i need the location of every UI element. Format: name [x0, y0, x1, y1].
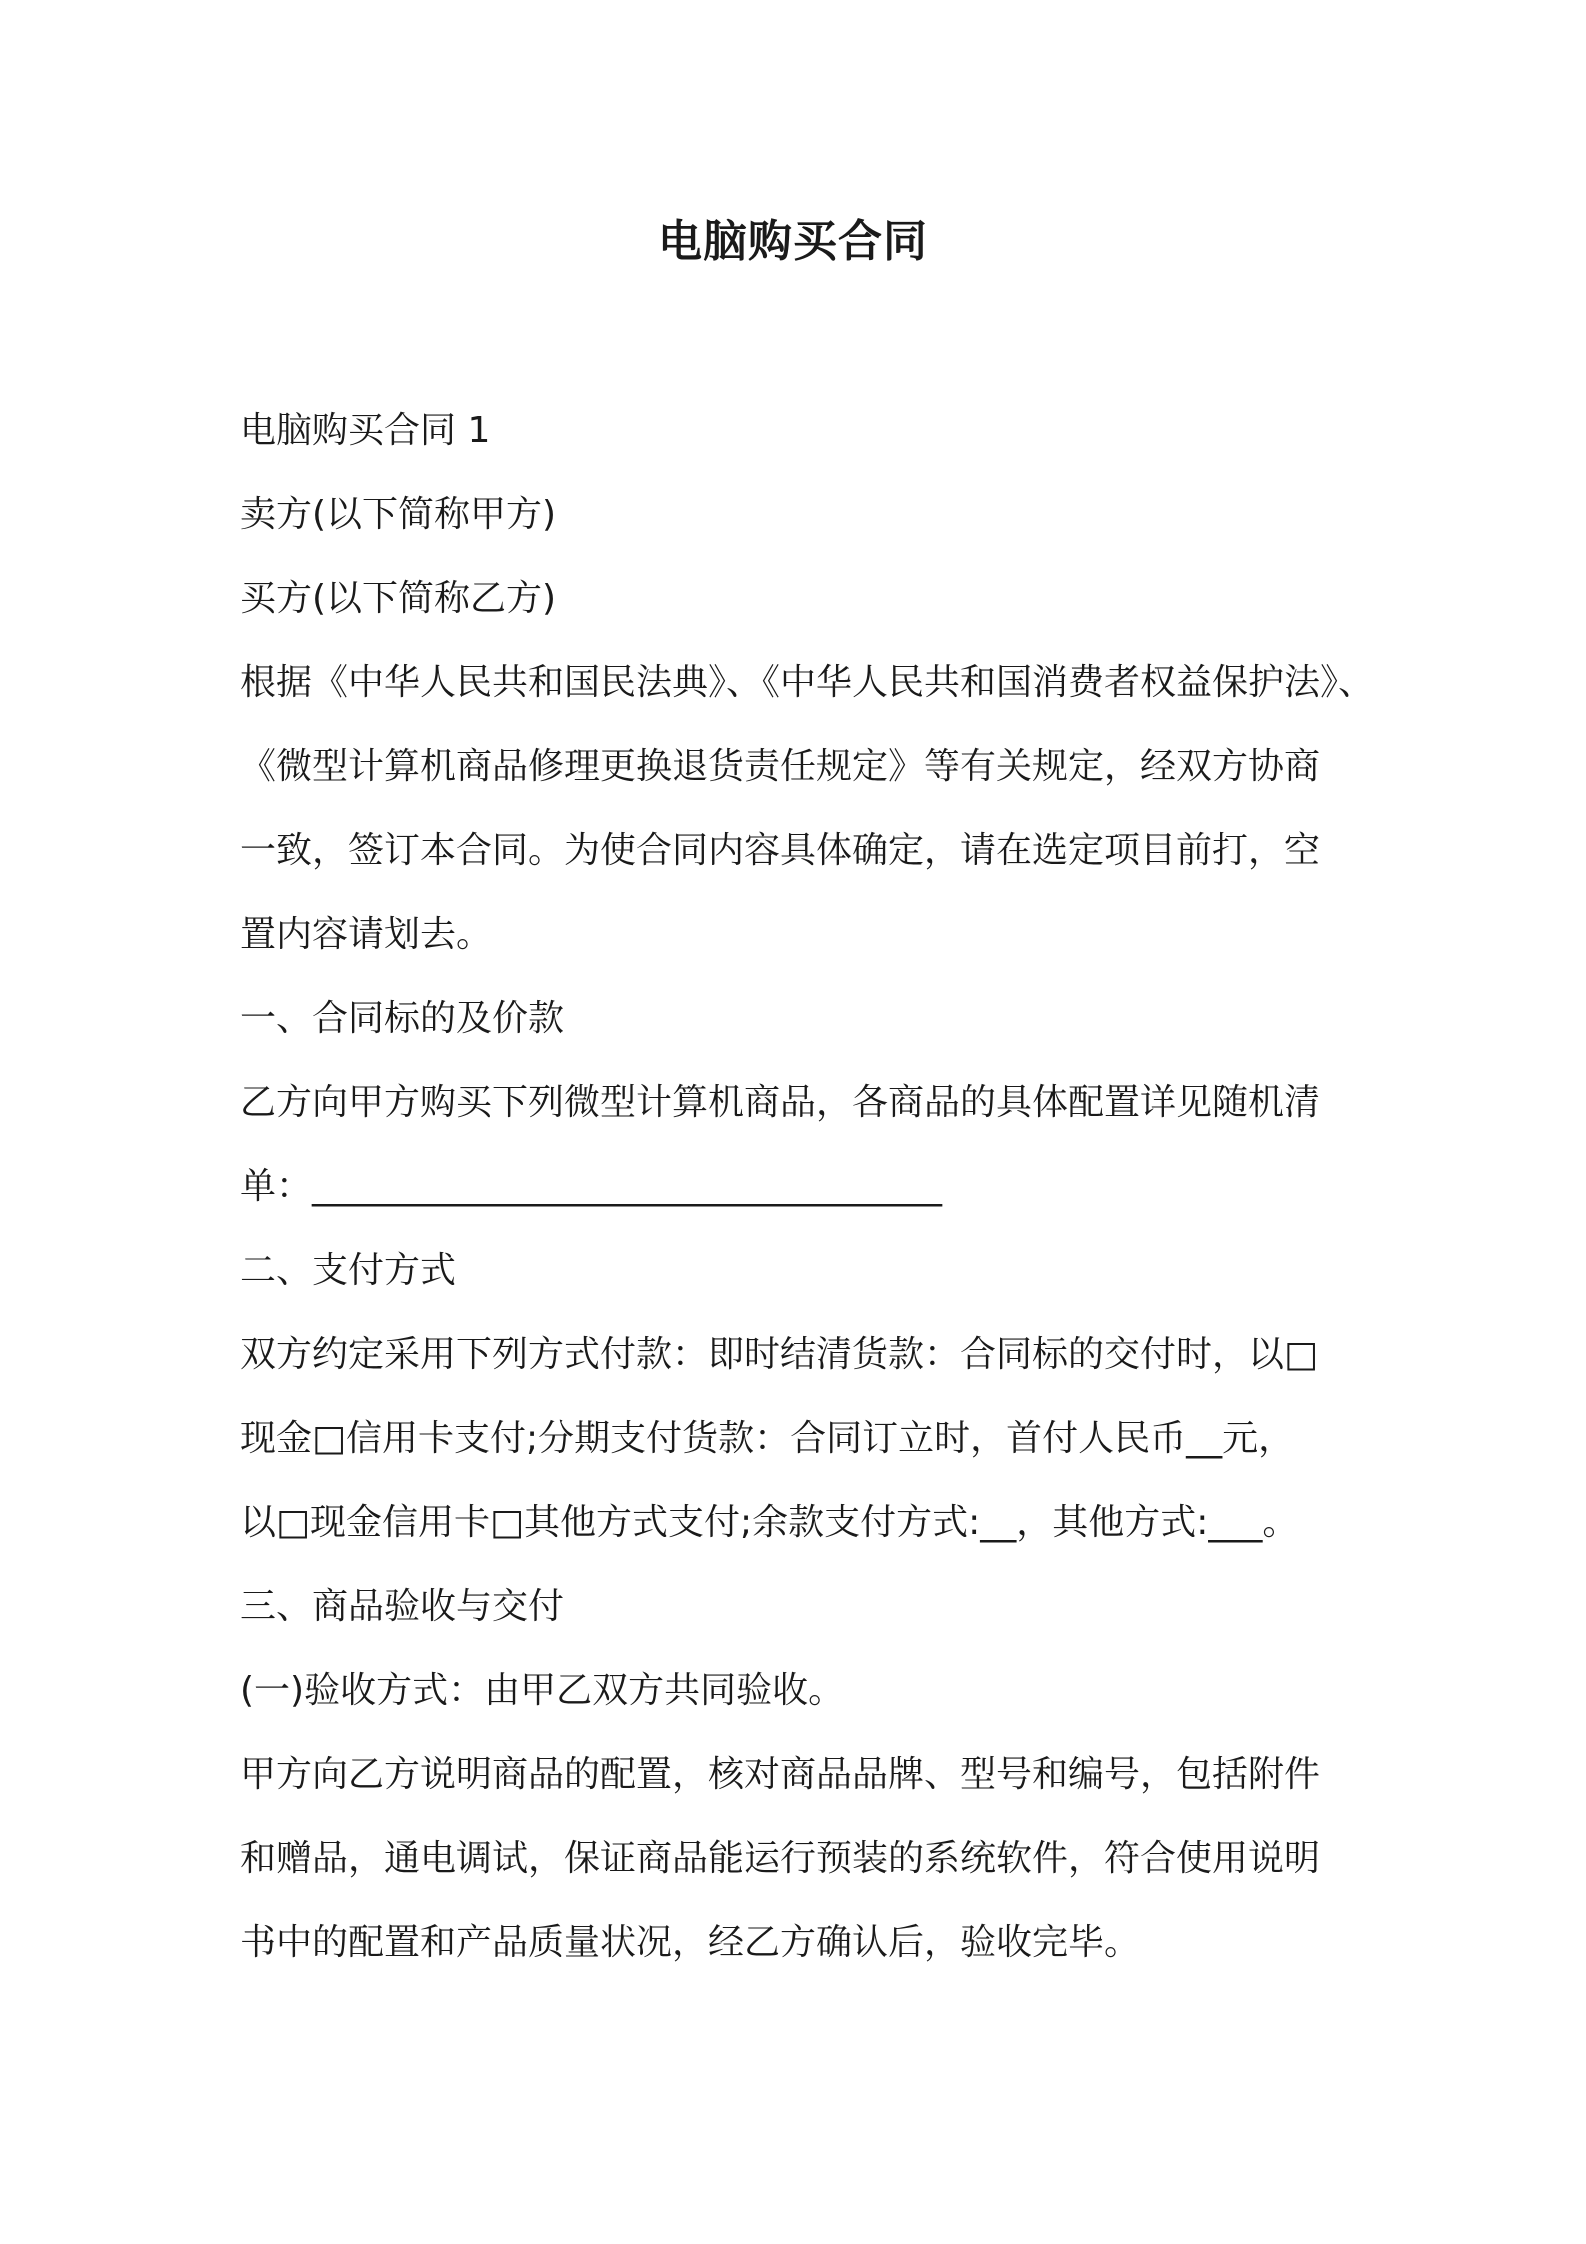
paragraph-buyer	[240, 576, 1360, 622]
paragraph-inspection-method	[240, 1668, 1360, 1714]
text-line: 电脑购买合同 1	[240, 410, 491, 451]
text-line: 书中的配置和产品质量状况，经乙方确认后，验收完毕。	[240, 1922, 1141, 1963]
paragraph-payment	[240, 1332, 1360, 1546]
paragraph-contract-number	[240, 408, 1360, 454]
section-heading-3	[240, 1584, 1360, 1630]
text-line: 置内容请划去。	[240, 914, 493, 955]
text-line: 一致，签订本合同。为使合同内容具体确定，请在选定项目前打，空	[240, 830, 1321, 871]
paragraph-seller	[240, 492, 1360, 538]
text-line: 双方约定采用下列方式付款：即时结清货款：合同标的交付时，以□	[240, 1334, 1319, 1375]
document-title: 电脑购买合同	[658, 216, 928, 267]
paragraph-goods	[240, 1080, 1360, 1210]
section-heading-1	[240, 996, 1360, 1042]
text-line: 以□现金信用卡□其他方式支付;余款支付方式:__，其他方式:___。	[240, 1502, 1299, 1543]
text-line: 根据《中华人民共和国民法典》、《中华人民共和国消费者权益保护法》、	[240, 662, 1375, 703]
document-body	[240, 408, 1375, 2004]
text-line: 和赠品，通电调试，保证商品能运行预装的系统软件，符合使用说明	[240, 1838, 1321, 1879]
text-line: 三、商品验收与交付	[240, 1586, 565, 1627]
text-line: 现金□信用卡支付;分期支付货款：合同订立时，首付人民币__元，	[240, 1418, 1295, 1459]
text-line: (一)验收方式：由甲乙双方共同验收。	[240, 1670, 845, 1711]
text-line: 《微型计算机商品修理更换退货责任规定》等有关规定，经双方协商	[240, 746, 1321, 787]
text-line: 卖方(以下简称甲方)	[240, 494, 557, 535]
text-line: 单：___________________________________	[240, 1166, 942, 1207]
paragraph-inspection-detail	[240, 1752, 1360, 1966]
paragraph-preamble	[240, 660, 1375, 958]
text-line: 乙方向甲方购买下列微型计算机商品，各商品的具体配置详见随机清	[240, 1082, 1321, 1123]
text-line: 买方(以下简称乙方)	[240, 578, 557, 619]
section-heading-2	[240, 1248, 1360, 1294]
text-line: 二、支付方式	[240, 1250, 457, 1291]
text-line: 一、合同标的及价款	[240, 998, 565, 1039]
text-line: 甲方向乙方说明商品的配置，核对商品品牌、型号和编号，包括附件	[240, 1754, 1321, 1795]
